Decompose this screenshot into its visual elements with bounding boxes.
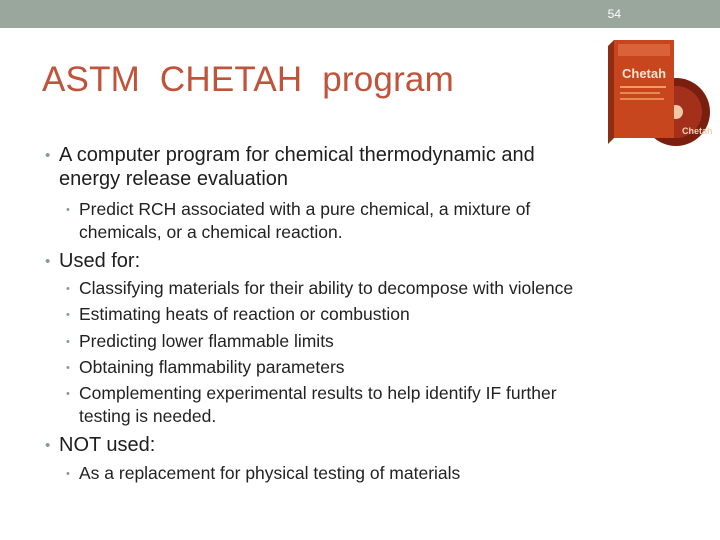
- sub-bullet-predicting: [66, 330, 334, 353]
- sub-bullet-obtaining: [66, 356, 345, 379]
- box-stripe: [620, 98, 664, 100]
- bullet-marker: •: [45, 437, 51, 454]
- bullet-line: Estimating heats of reaction or combustion: [79, 304, 410, 324]
- bullet-not-used: [45, 433, 156, 457]
- bullet-line: testing is needed.: [79, 405, 217, 426]
- bullet-line: A computer program for chemical thermodynamic and: [59, 144, 535, 166]
- slide-number: 54: [607, 7, 621, 21]
- bullet-marker: •: [45, 147, 51, 164]
- bullet-line: Complementing experimental results to help identify IF further: [79, 383, 557, 403]
- sub-bullet-replacement: [66, 462, 461, 485]
- slide-title: ASTM CHETAH program: [42, 60, 454, 99]
- bullet-used-for: [45, 249, 141, 273]
- box-spine: [608, 40, 614, 144]
- box-stripe: [620, 92, 660, 94]
- bullet-marker: •: [45, 253, 51, 270]
- top-bar: [0, 0, 720, 28]
- bullet-marker: •: [66, 388, 70, 400]
- bullet-marker: •: [66, 336, 70, 348]
- bullet-marker: •: [66, 362, 70, 374]
- bullet-line: NOT used:: [59, 434, 156, 456]
- bullet-line: chemicals, or a chemical reaction.: [79, 221, 343, 242]
- bullet-line: Used for:: [59, 250, 141, 272]
- bullet-marker: •: [66, 204, 70, 216]
- disc-label: Chetah: [682, 126, 713, 136]
- bullet-marker: •: [66, 309, 70, 321]
- bullet-line: Predict RCH associated with a pure chemical, a mixture of: [79, 199, 531, 219]
- bullet-marker: •: [66, 468, 70, 480]
- bullet-marker: •: [66, 283, 70, 295]
- sub-bullet-classifying: [66, 277, 574, 300]
- bullet-line: Obtaining flammability parameters: [79, 357, 345, 377]
- box-label: Chetah: [622, 66, 667, 81]
- chetah-product-image: [606, 36, 716, 148]
- sub-bullet-estimating: [66, 303, 410, 326]
- bullet-computer-program: [45, 143, 535, 191]
- sub-bullet-predict-rch: [66, 198, 531, 243]
- bullet-line: energy release evaluation: [59, 168, 289, 190]
- sub-bullet-complementing: [66, 382, 557, 427]
- bullet-line: Predicting lower flammable limits: [79, 331, 334, 351]
- box-stripe: [620, 86, 666, 88]
- box-band: [618, 44, 670, 56]
- bullet-line: As a replacement for physical testing of materials: [79, 463, 461, 483]
- bullet-line: Classifying materials for their ability to decompose with violence: [79, 278, 574, 298]
